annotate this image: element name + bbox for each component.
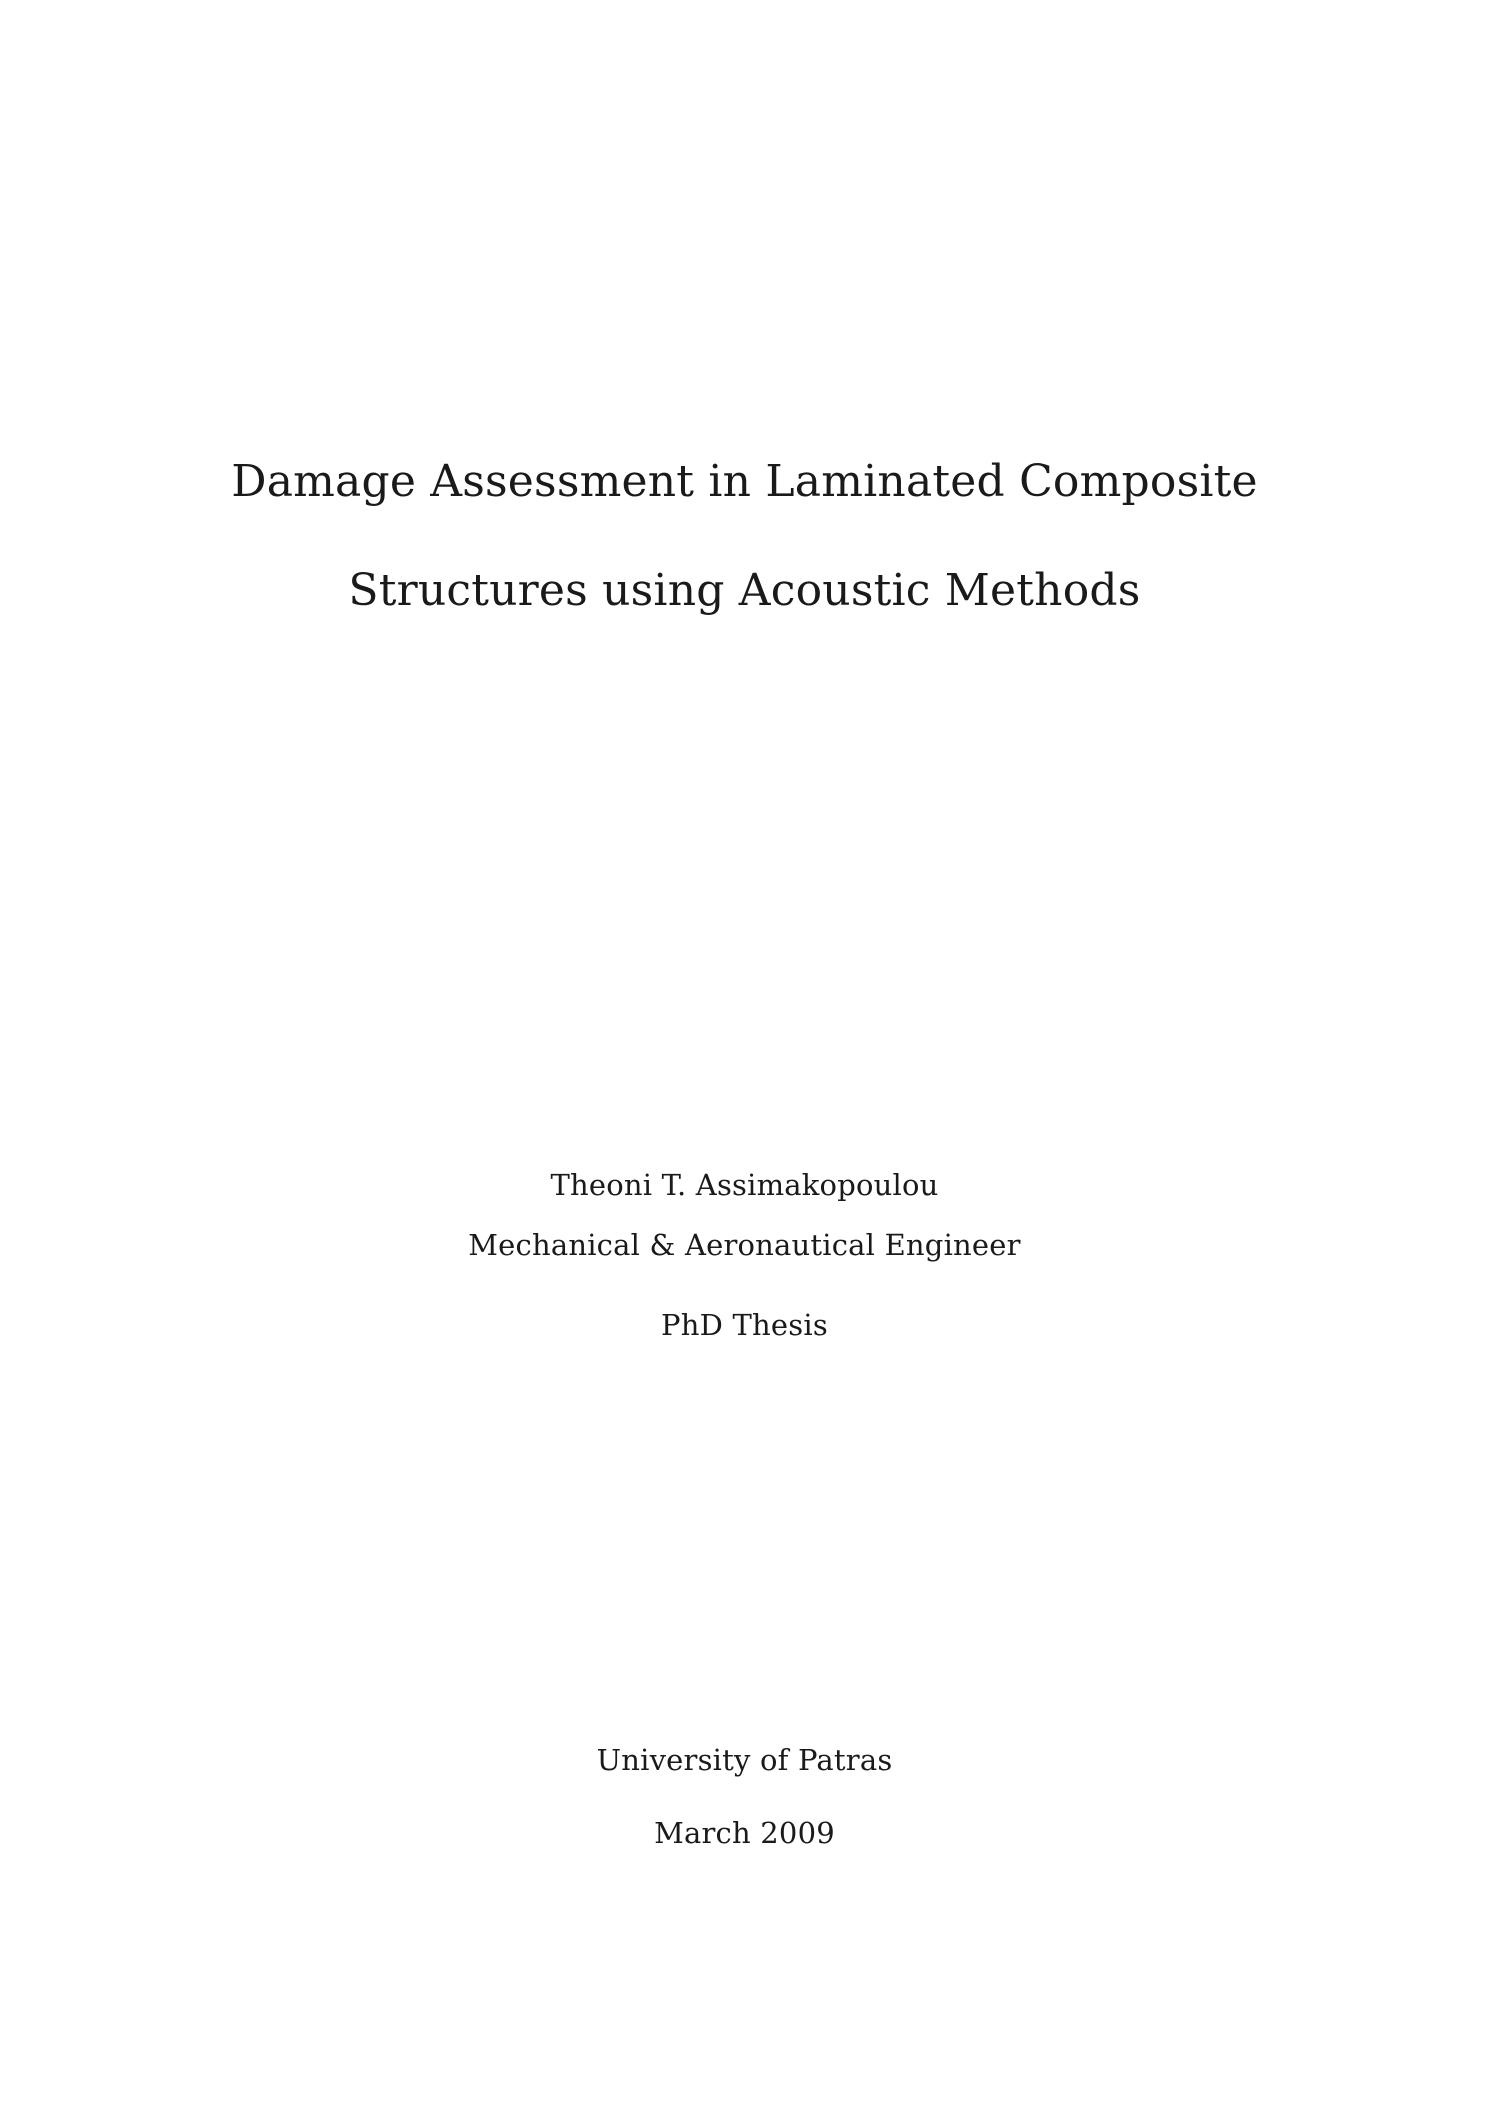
- author-profession: Mechanical & Aeronautical Engineer: [468, 1228, 1021, 1262]
- thesis-title-line-1: Damage Assessment in Laminated Composite: [231, 456, 1258, 507]
- thesis-title-line-2: Structures using Acoustic Methods: [348, 565, 1141, 616]
- author-name: Theoni T. Assimakopoulou: [550, 1168, 939, 1202]
- degree-type: PhD Thesis: [661, 1308, 828, 1342]
- institution-name: University of Patras: [596, 1743, 893, 1777]
- submission-date: March 2009: [654, 1816, 835, 1850]
